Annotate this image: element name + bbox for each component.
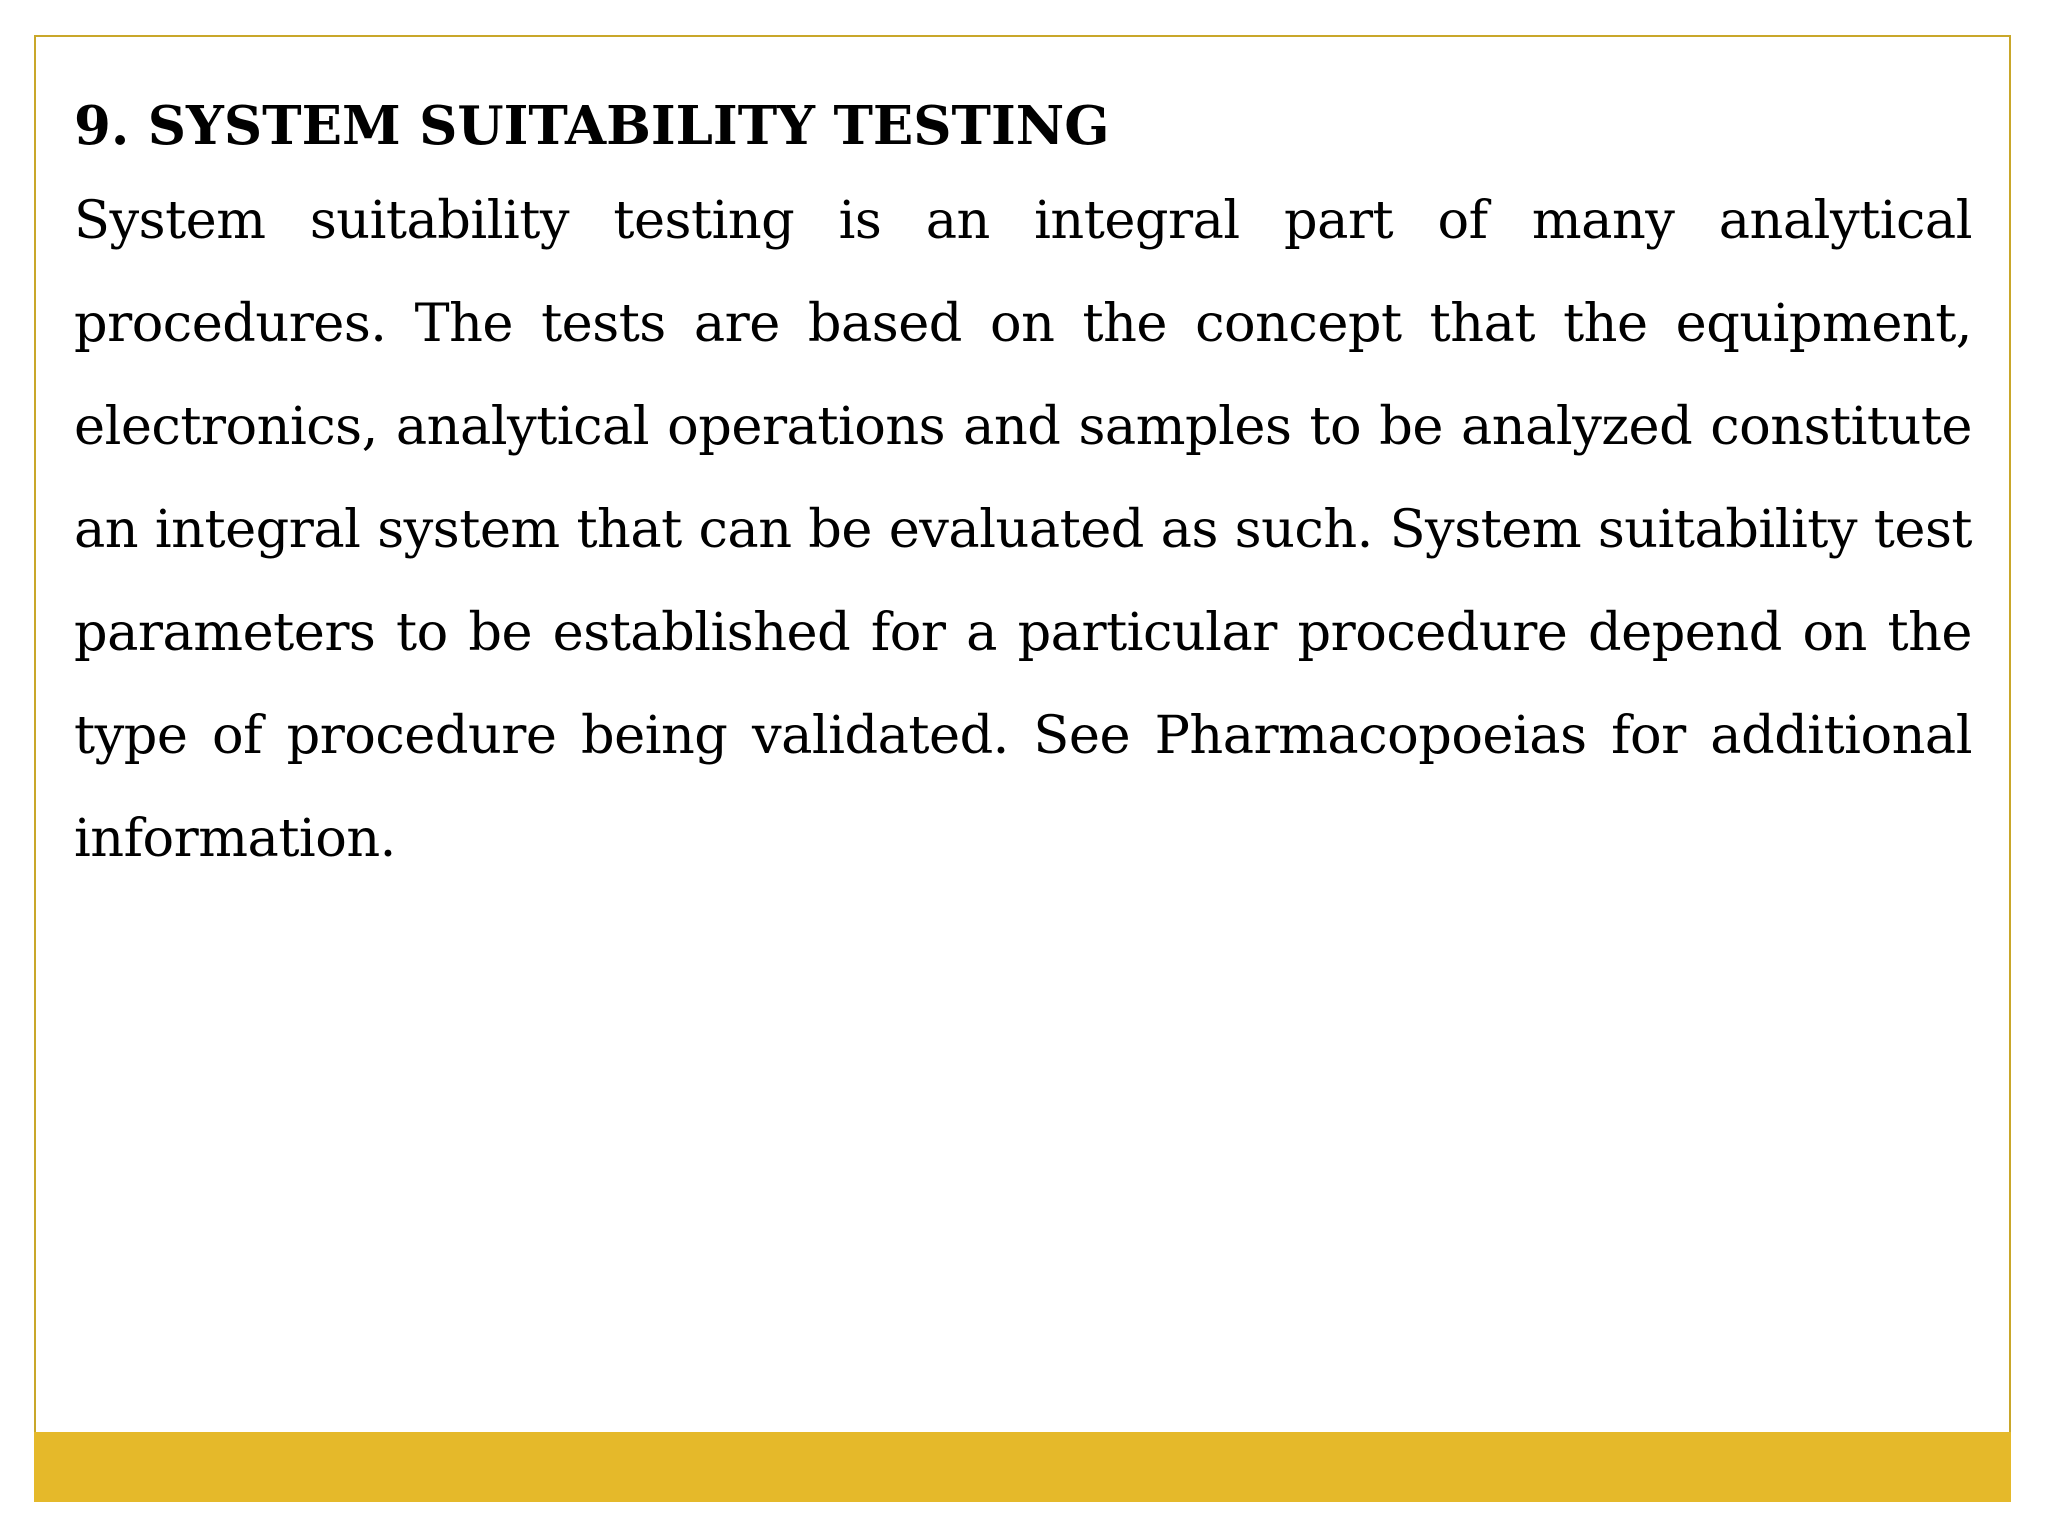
slide-body-text: System suitability testing is an integral part of many analytical procedures. The tests are based on the concept that the equipment, electronics, analytical operations and samples to be analyzed constitute an integral system that can be evaluated as such. System suitability test parameters to be established for a particular procedure depend on the type of procedure being validated. See Pharmacopoeias for additional information. <box>74 190 1972 869</box>
slide-content <box>74 89 1972 890</box>
slide-frame <box>34 35 2011 1502</box>
footer-accent-bar <box>34 1432 2011 1502</box>
slide-heading: 9. SYSTEM SUITABILITY TESTING <box>74 95 1110 157</box>
